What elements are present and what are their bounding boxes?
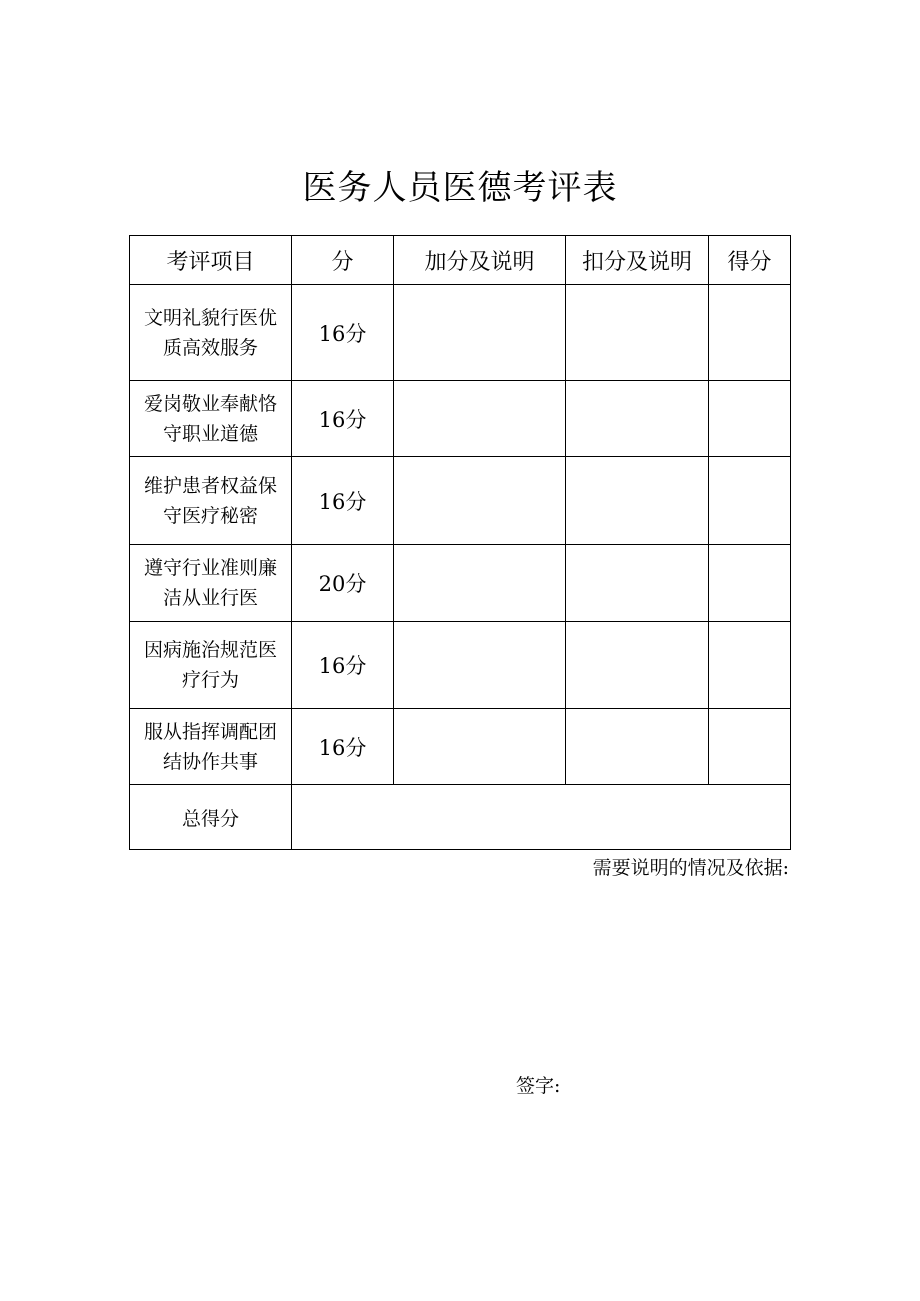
- row-deduction-cell[interactable]: [566, 381, 709, 457]
- evaluation-table: [129, 235, 791, 850]
- row-bonus-cell[interactable]: [394, 709, 566, 785]
- row-bonus-cell[interactable]: [394, 622, 566, 709]
- row-points: 16分: [292, 381, 394, 457]
- row-deduction-cell[interactable]: [566, 622, 709, 709]
- row-item-line1: 遵守行业准则廉: [143, 557, 277, 579]
- row-item-line2: 守医疗秘密: [162, 504, 258, 527]
- row-item-line1: 服从指挥调配团: [143, 720, 277, 743]
- header-deduction: 扣分及说明: [566, 236, 709, 285]
- row-item-line2: 洁从业行医: [162, 587, 258, 609]
- table-row: [130, 622, 791, 709]
- row-item-line1: 爱岗敬业奉献恪: [143, 392, 277, 415]
- row-item: [130, 709, 292, 785]
- row-deduction-cell[interactable]: [566, 457, 709, 545]
- table-row: [130, 285, 791, 381]
- note-label: 需要说明的情况及依据:: [592, 857, 789, 879]
- row-points: 20分: [292, 545, 394, 622]
- table-row: [130, 457, 791, 545]
- header-item: 考评项目: [130, 236, 292, 285]
- total-value-cell[interactable]: [292, 785, 791, 850]
- row-points: 16分: [292, 622, 394, 709]
- row-bonus-cell[interactable]: [394, 381, 566, 457]
- row-score-cell[interactable]: [709, 285, 791, 381]
- signature-label: 签字:: [516, 1075, 561, 1097]
- table-row: [130, 709, 791, 785]
- row-score-cell[interactable]: [709, 381, 791, 457]
- header-bonus: 加分及说明: [394, 236, 566, 285]
- header-score: 得分: [709, 236, 791, 285]
- row-item-line2: 守职业道德: [162, 422, 258, 445]
- row-item: [130, 622, 292, 709]
- row-deduction-cell[interactable]: [566, 285, 709, 381]
- table-row: [130, 381, 791, 457]
- row-points: 16分: [292, 709, 394, 785]
- table-row: [130, 545, 791, 622]
- row-item-line2: 结协作共事: [162, 750, 258, 773]
- row-item-line1: 文明礼貌行医优: [143, 306, 277, 329]
- header-points: 分: [292, 236, 394, 285]
- row-item-line1: 因病施治规范医: [143, 639, 277, 661]
- page-title: 医务人员医德考评表: [302, 168, 618, 208]
- row-item: [130, 381, 292, 457]
- table-header-row: [130, 236, 791, 285]
- row-item: [130, 285, 292, 381]
- row-item-line2: 疗行为: [181, 669, 239, 691]
- row-item: [130, 457, 292, 545]
- total-label: 总得分: [130, 785, 292, 850]
- total-row: [130, 785, 791, 850]
- row-points: 16分: [292, 285, 394, 381]
- row-points: 16分: [292, 457, 394, 545]
- row-deduction-cell[interactable]: [566, 545, 709, 622]
- row-bonus-cell[interactable]: [394, 457, 566, 545]
- row-score-cell[interactable]: [709, 545, 791, 622]
- row-deduction-cell[interactable]: [566, 709, 709, 785]
- row-item-line2: 质高效服务: [162, 336, 258, 359]
- row-score-cell[interactable]: [709, 709, 791, 785]
- row-item-line1: 维护患者权益保: [143, 474, 277, 497]
- row-bonus-cell[interactable]: [394, 545, 566, 622]
- row-score-cell[interactable]: [709, 457, 791, 545]
- row-score-cell[interactable]: [709, 622, 791, 709]
- row-item: [130, 545, 292, 622]
- row-bonus-cell[interactable]: [394, 285, 566, 381]
